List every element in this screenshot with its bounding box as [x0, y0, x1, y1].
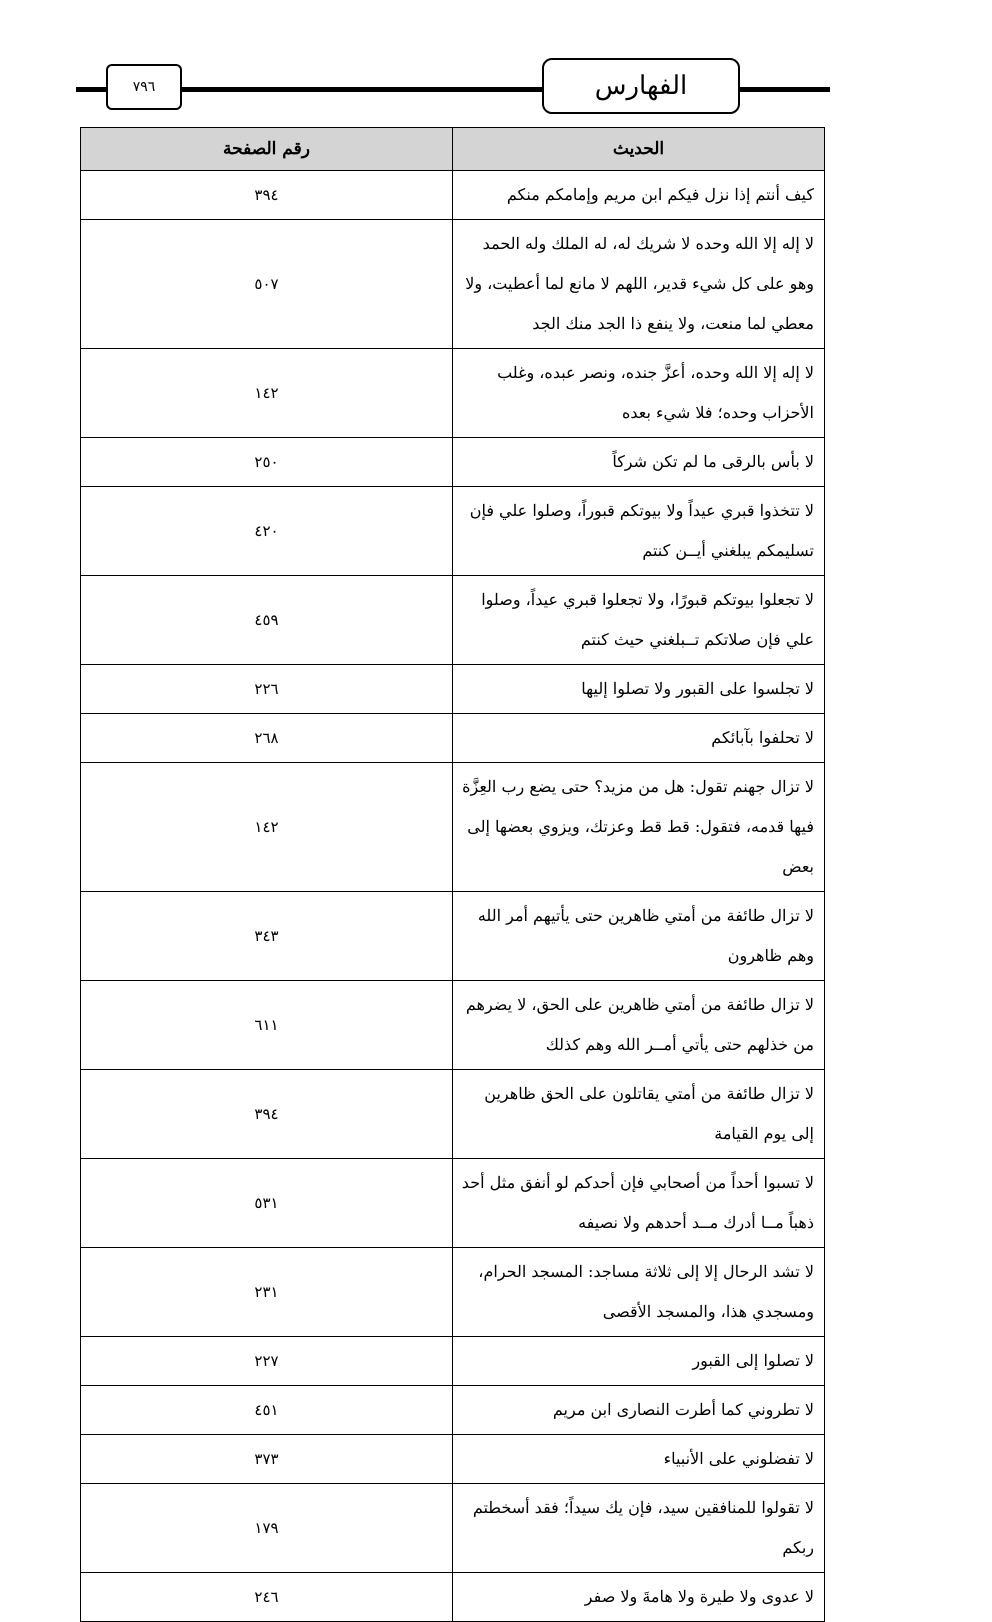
table-row [81, 1484, 825, 1573]
column-header-page: رقم الصفحة [81, 128, 453, 171]
page-ref: ١٧٩ [81, 1484, 453, 1573]
hadith-text: لا إله إلا الله وحده، أعزَّ جنده، ونصر عبده، وغلب الأحزاب وحده؛ فلا شيء بعده [453, 349, 825, 438]
hadith-text: لا تجعلوا بيوتكم قبورًا، ولا تجعلوا قبري عيداً، وصلوا علي فإن صلاتكم تــبلغني حيث كنتم [453, 576, 825, 665]
hadith-text: لا تقولوا للمنافقين سيد، فإن يك سيداً؛ فقد أسخطتم ربكم [453, 1484, 825, 1573]
page-ref: ٣٤٣ [81, 892, 453, 981]
hadith-text: لا تصلوا إلى القبور [453, 1337, 825, 1386]
page-ref: ٥٣١ [81, 1159, 453, 1248]
page-ref: ٣٧٣ [81, 1435, 453, 1484]
page-ref: ٢٦٨ [81, 714, 453, 763]
table-row [81, 438, 825, 487]
table-row [81, 1337, 825, 1386]
page-ref: ٢٢٧ [81, 1337, 453, 1386]
table-row [81, 1573, 825, 1622]
section-title: الفهارس [542, 58, 740, 114]
page-ref: ٤٥٩ [81, 576, 453, 665]
table-row [81, 892, 825, 981]
table-row [81, 1070, 825, 1159]
page-ref: ٦١١ [81, 981, 453, 1070]
page-ref: ٢٤٦ [81, 1573, 453, 1622]
hadith-text: لا تحلفوا بآبائكم [453, 714, 825, 763]
hadith-text: لا تزال جهنم تقول: هل من مزيد؟ حتى يضع رب العِزَّة فيها قدمه، فتقول: قط قط وعزتك، ويزوي بعضها إلى بعض [453, 763, 825, 892]
table-row [81, 763, 825, 892]
table-row [81, 171, 825, 220]
header-rule-left [76, 87, 108, 92]
hadith-text: لا عدوى ولا طيرة ولا هامةَ ولا صفر [453, 1573, 825, 1622]
page-number: ٧٩٦ [106, 64, 182, 110]
hadith-text: كيف أنتم إذا نزل فيكم ابن مريم وإمامكم منكم [453, 171, 825, 220]
page-ref: ٣٩٤ [81, 1070, 453, 1159]
table-row [81, 220, 825, 349]
hadith-text: لا بأس بالرقى ما لم تكن شركاً [453, 438, 825, 487]
page-ref: ٢٢٦ [81, 665, 453, 714]
header-rule-right [738, 87, 830, 92]
hadith-text: لا تزال طائفة من أمتي ظاهرين على الحق، لا يضرهم من خذلهم حتى يأتي أمــر الله وهم كذلك [453, 981, 825, 1070]
page-ref: ٤٢٠ [81, 487, 453, 576]
header-rule-middle [180, 87, 544, 92]
page-ref: ١٤٢ [81, 763, 453, 892]
hadith-text: لا تسبوا أحداً من أصحابي فإن أحدكم لو أنفق مثل أحد ذهباً مــا أدرك مــد أحدهم ولا نصيفه [453, 1159, 825, 1248]
hadith-text: لا تشد الرحال إلا إلى ثلاثة مساجد: المسجد الحرام، ومسجدي هذا، والمسجد الأقصى [453, 1248, 825, 1337]
table-row [81, 1386, 825, 1435]
hadith-text: لا تجلسوا على القبور ولا تصلوا إليها [453, 665, 825, 714]
hadith-text: لا إله إلا الله وحده لا شريك له، له الملك وله الحمد وهو على كل شيء قدير، اللهم لا مانع لما أعطيت، ولا معطي لما منعت، ولا ينفع ذا الجد منك الجد [453, 220, 825, 349]
page-ref: ٢٥٠ [81, 438, 453, 487]
hadith-text: لا تتخذوا قبري عيداً ولا بيوتكم قبوراً، وصلوا علي فإن تسليمكم يبلغني أيــن كنتم [453, 487, 825, 576]
page-ref: ٢٣١ [81, 1248, 453, 1337]
page-ref: ٥٠٧ [81, 220, 453, 349]
column-header-hadith: الحديث [453, 128, 825, 171]
hadith-index-table [80, 127, 825, 1622]
table-row [81, 576, 825, 665]
table-row [81, 349, 825, 438]
table-row [81, 981, 825, 1070]
hadith-text: لا تطروني كما أطرت النصارى ابن مريم [453, 1386, 825, 1435]
page-ref: ٣٩٤ [81, 171, 453, 220]
table-header-row [81, 128, 825, 171]
table-row [81, 487, 825, 576]
table-row [81, 714, 825, 763]
hadith-text: لا تزال طائفة من أمتي ظاهرين حتى يأتيهم أمر الله وهم ظاهرون [453, 892, 825, 981]
table-row [81, 1435, 825, 1484]
hadith-text: لا تزال طائفة من أمتي يقاتلون على الحق ظاهرين إلى يوم القيامة [453, 1070, 825, 1159]
page-ref: ٤٥١ [81, 1386, 453, 1435]
hadith-text: لا تفضلوني على الأنبياء [453, 1435, 825, 1484]
page-ref: ١٤٢ [81, 349, 453, 438]
table-row [81, 665, 825, 714]
table-row [81, 1159, 825, 1248]
table-row [81, 1248, 825, 1337]
